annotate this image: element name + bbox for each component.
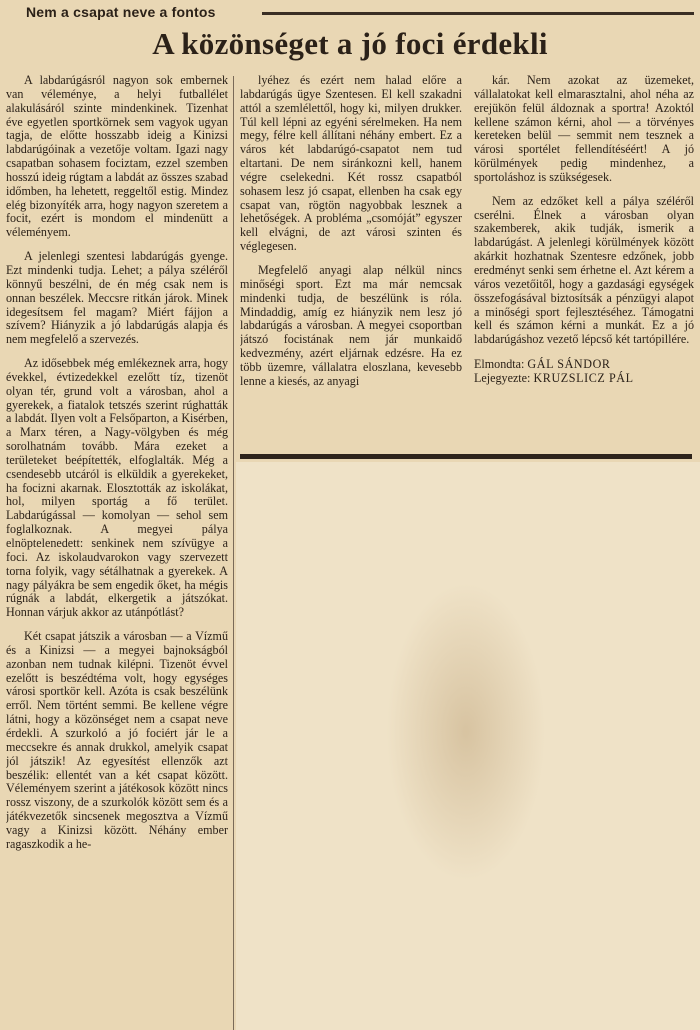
kicker-rule bbox=[262, 12, 694, 15]
paragraph: Megfelelő anyagi alap nélkül nincs minőségi sport. Ezt ma már nemcsak mindenki tudja, de beszélünk is róla. Mindaddig, amíg ez hiányzik nem lesz jó labdarúgás a városban. A megyei csoportban játszó focistának nem jár munkaidő kedvezmény, azért eljárnak edzésre. Ha ez több üzemre, vállalatra eloszlana, kevesebb lenne a kiesés, az anyagi bbox=[240, 262, 462, 388]
paragraph: kár. Nem azokat az üzemeket, vállalatokat kell elmarasztalni, ahol néha az erejükön felül áldoznak a sportra! Azoktól kellene számon kérni, ahol — a törvényes kereteken belül — semmit nem tesznek a városi sportélet fellendítéséért! A jó körülmények pedig mindenhez, a sportoláshoz is szükségesek. bbox=[474, 74, 694, 184]
paragraph: Az idősebbek még emlékeznek arra, hogy évekkel, évtizedekkel ezelőtt tíz, tizenöt olyan tér, grund volt a városban, ahol a gyerekek, a fiatalok tetszés szerint rúghatták a labdát. Ilyen volt a Felsőparton, a Kisérben, a Marx téren, a Nagy-völgyben és még sorolhatnám tovább. Mára ezeket a területeket beépítették, elfoglalták. Még a csendesebb utcáról is elküldik a gyerekeket, ha focizni akarnak. Elosztották az iskolákat, hol, milyen sportág a fő terület. Labdarúgással — komolyan — sehol sem foglalkoznak. A megyei pálya elnöptelenedett: senkinek nem szívügye a foci. Az iskolaudvarokon vagy szervezett torna folyik, vagy sétálhatnak a gyerekek. A nagy pályákra be sem engedik őket, ha mégis rúgnák a labdát, elkergetik a játszókat. Honnan várjuk akkor az utánpótlást? bbox=[6, 356, 228, 620]
article-column-1 bbox=[6, 74, 228, 1030]
credit-told-name: GÁL SÁNDOR bbox=[527, 357, 611, 372]
paragraph: A labdarúgásról nagyon sok embernek van véleménye, a helyi futballélet alakulásáról szinte mindenkinek. Tizenhat éve egyetlen sportkörnek sem vagyok ugyan tagja, de előtte hosszabb ideig a Kinizsi labdarúgóinak a vezetője voltam. Igazi nagy csapatban sohasem fociztam, ezzel szemben hosszú ideig rúgtam a labdát az összes szabad időmben, ha lehetett, reggeltől estig. Mindez elég bizonyíték arra, hogy nagyon szeretem a focit, ezért is mondom el mindenütt a véleményem. bbox=[6, 74, 228, 240]
credits bbox=[474, 357, 694, 385]
credit-recorded-label: Lejegyezte: bbox=[474, 371, 531, 386]
blank-newsprint-area bbox=[236, 462, 700, 1030]
credit-told bbox=[474, 357, 694, 371]
credit-told-label: Elmondta: bbox=[474, 357, 525, 372]
paragraph: lyéhez és ezért nem halad előre a labdarúgás ügye Szentesen. El kell szakadni attól a szemlélettől, hogy ki, milyen drukker. Túl kell lépni az egyéni sérelmeken. Ha nem megy, félre kell állítani néhány embert. Ez a város két labdarúgó-csapatot nem tud eltartani. De nem siránkozni kell, hanem végre cselekedni. Két rossz csapatból sohasem lesz jó csapat, ellenben ha csak egy csapat van, rögtön nagyobbak lesznek a lehetőségek. A probléma „csomóját” egyszer kell elvágni, de azt városi szinten és véglegesen. bbox=[240, 74, 462, 254]
article-column-2 bbox=[240, 74, 462, 454]
column-divider bbox=[233, 76, 234, 1030]
paragraph: A jelenlegi szentesi labdarúgás gyenge. Ezt mindenki tudja. Lehet; a pálya széléről könnyű beszélni, de én még csak nem is onnan beszélek. Meccsre ritkán járok. Minek idegesítsem fel magam? Miért fájjon a szívem? Hiányzik a jó labdarúgás alapja és nem megfelelő a szervezés. bbox=[6, 249, 228, 347]
credit-recorded bbox=[474, 371, 694, 385]
credit-recorded-name: KRUZSLICZ PÁL bbox=[533, 371, 634, 386]
paper-stain bbox=[386, 582, 546, 882]
article-end-rule bbox=[240, 454, 692, 459]
headline: A közönséget a jó foci érdekli bbox=[152, 26, 548, 61]
paragraph: Nem az edzőket kell a pálya széléről cserélni. Élnek a városban olyan szakemberek, akik tudják, ismerik a labdarúgást. A jelenlegi körülmények között akárkit hozhatnak Szentesre edzőnek, jobb eredményt senki sem érhetne el. Azt kérem a város vezetőitől, hogy a gazdasági egységek összefogásával biztosítsák a pénzügyi alapot a minőségi sport fejlesztéséhez. Támogatni kell és számon kérni a munkát. Ez a jó labdarúgáshoz vezető lépcső két tartópillére. bbox=[474, 193, 694, 347]
paragraph: Két csapat játszik a városban — a Vízmű és a Kinizsi — a megyei bajnokságból azonban nem tudnak kilépni. Tizenöt évvel ezelőtt is beszédtéma volt, hogy egységes városi sportkör kell. Azóta is csak beszélünk erről. Nem történt semmi. Be kellene végre látni, hogy a közönséget nem a csapat neve érdekli. A szurkoló a jó fociért jár le a meccsekre és annak drukkol, amelyik csapat jól játszik! Az egyesítést ellenzők azt beszélik: ellentét van a két csapat között. Véleményem szerint a játékosok között nincs rossz viszony, de a szurkolók között sem és a játékvezetők sincsenek megosztva a Vízmű vagy a Kinizsi között. Néhány ember ragaszkodik a he- bbox=[6, 629, 228, 851]
article-column-3 bbox=[474, 74, 694, 454]
kicker: Nem a csapat neve a fontos bbox=[26, 4, 216, 20]
